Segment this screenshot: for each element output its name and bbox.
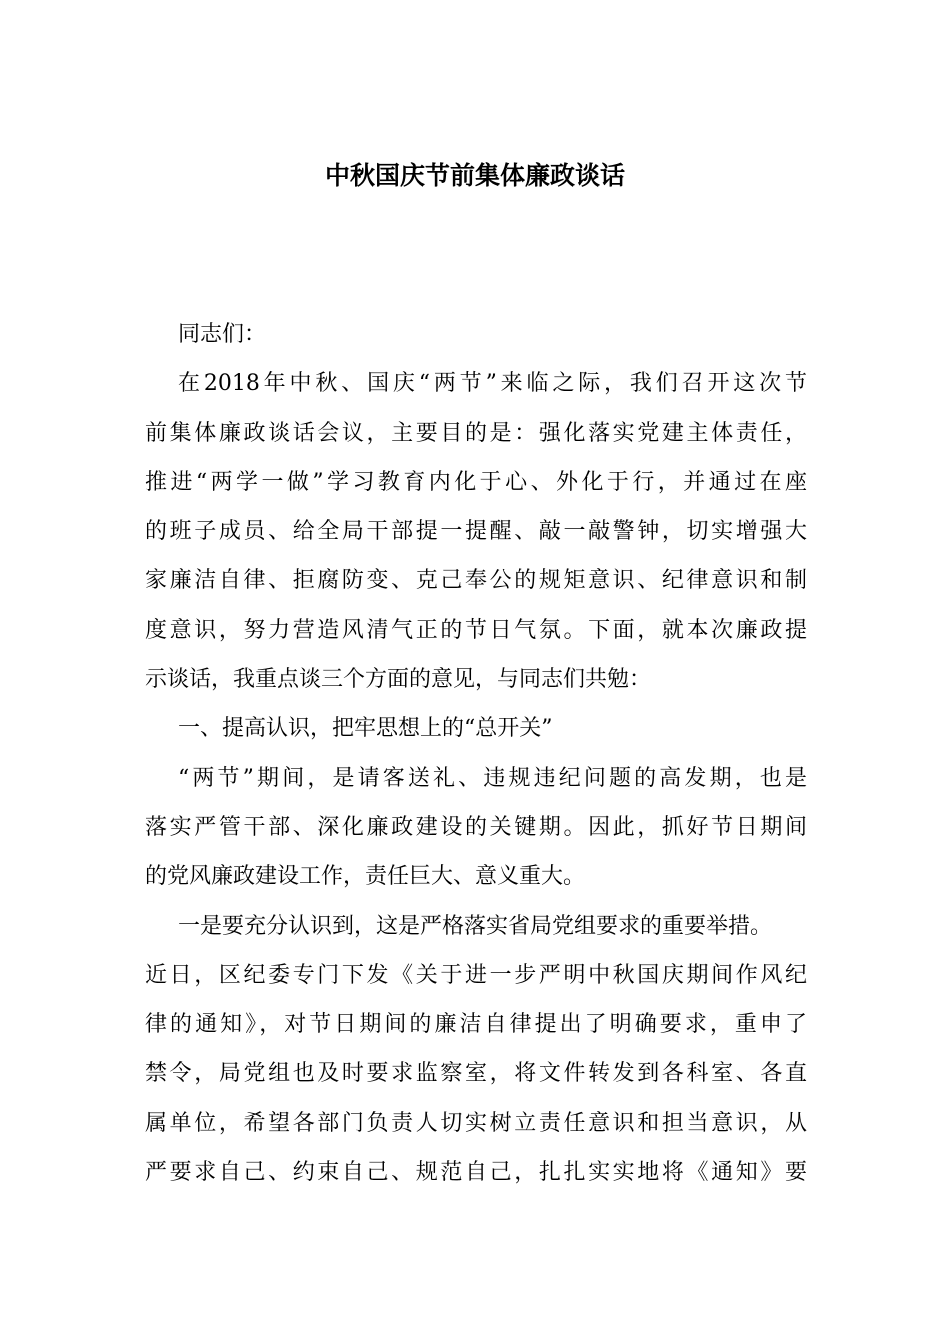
- text-line: 属单位，希望各部门负责人切实树立责任意识和担当意识，从: [145, 1110, 807, 1136]
- text-line: 律的通知》，对节日期间的廉洁自律提出了明确要求，重申了: [145, 1012, 807, 1038]
- text-line: 一是要充分认识到，这是严格落实省局党组要求的重要举措。: [178, 913, 773, 939]
- text-line: 前集体廉政谈话会议，主要目的是：强化落实党建主体责任，: [145, 420, 807, 446]
- text-line: 推进“两学一做”学习教育内化于心、外化于行，并通过在座: [145, 469, 807, 495]
- text-line: “两节”期间，是请客送礼、违规违纪问题的高发期，也是: [178, 765, 807, 791]
- text-line: 在2018年中秋、国庆“两节”来临之际，我们召开这次节: [178, 371, 807, 397]
- text-line: 的班子成员、给全局干部提一提醒、敲一敲警钟，切实增强大: [145, 519, 807, 545]
- text-line: 同志们：: [178, 322, 267, 347]
- text-line: 家廉洁自律、拒腐防变、克己奉公的规矩意识、纪律意识和制: [145, 568, 807, 594]
- text-line: 度意识，努力营造风清气正的节日气氛。下面，就本次廉政提: [145, 617, 807, 643]
- text-line: 落实严管干部、深化廉政建设的关键期。因此，抓好节日期间: [145, 814, 807, 840]
- text-line: 严要求自己、约束自己、规范自己，扎扎实实地将《通知》要: [145, 1160, 807, 1186]
- text-line: 近日，区纪委专门下发《关于进一步严明中秋国庆期间作风纪: [145, 962, 807, 988]
- document-title: 中秋国庆节前集体廉政谈话: [324, 161, 625, 190]
- document-body: [145, 310, 807, 1197]
- text-line: 的党风廉政建设工作，责任巨大、意义重大。: [145, 864, 586, 890]
- text-line: 一、提高认识，把牢思想上的“总开关”: [178, 716, 553, 742]
- text-line: 示谈话，我重点谈三个方面的意见，与同志们共勉：: [145, 667, 652, 693]
- text-line: 禁令，局党组也及时要求监察室，将文件转发到各科室、各直: [145, 1061, 807, 1087]
